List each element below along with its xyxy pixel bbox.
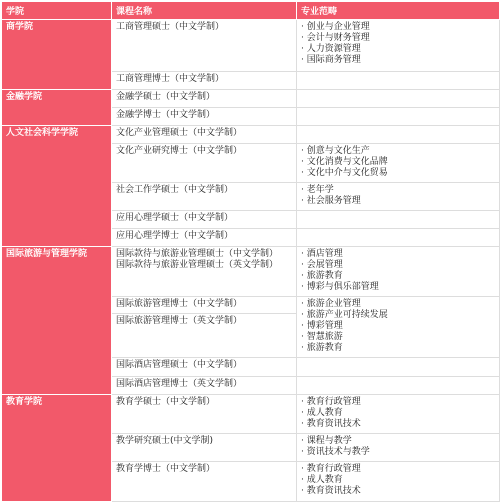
course-cell (112, 72, 297, 90)
course-name: 国际款待与旅游业管理硕士（英文学制） (116, 260, 279, 270)
course-name: 教学研究硕士(中文学制) (116, 436, 214, 446)
course-name: 金融学博士（中文学制） (116, 110, 216, 120)
field-cell (297, 72, 500, 90)
field-cell (297, 395, 500, 434)
table-body (2, 20, 500, 502)
college-name: 人文社会科学学院 (2, 126, 112, 247)
field-item: · 成人教育 (301, 408, 495, 419)
course-name: 国际酒店管理硕士（中文学制） (116, 360, 243, 370)
field-item: · 教育行政管理 (301, 397, 495, 408)
field-cell (297, 126, 500, 144)
field-item: · 会展管理 (301, 260, 495, 271)
field-item: · 旅游产业可持续发展 (301, 310, 495, 321)
table-row (2, 247, 500, 297)
course-name: 文化产业研究博士（中文学制） (116, 146, 243, 156)
field-list (301, 249, 495, 293)
field-list (301, 464, 495, 497)
field-item: · 教育行政管理 (301, 464, 495, 475)
field-cell (297, 462, 500, 502)
course-name: 文化产业管理硕士（中文学制） (116, 128, 243, 138)
field-list (301, 299, 495, 354)
course-cell (112, 211, 297, 229)
field-item: · 文化消费与文化品牌 (301, 157, 495, 168)
table-row (2, 20, 500, 72)
course-cell (112, 358, 297, 377)
course-name: 教育学博士（中文学制） (116, 464, 216, 474)
field-cell (297, 183, 500, 211)
field-cell (297, 108, 500, 126)
field-cell (297, 20, 500, 72)
course-cell (112, 377, 297, 395)
course-name: 金融学硕士（中文学制） (116, 92, 216, 102)
field-item: · 旅游教育 (301, 271, 495, 282)
field-list (301, 185, 495, 207)
field-item: · 智慧旅游 (301, 332, 495, 343)
field-item: · 教育资讯技术 (301, 486, 495, 497)
field-item: · 创意与文化生产 (301, 146, 495, 157)
course-cell (112, 126, 297, 144)
college-name: 金融学院 (2, 90, 112, 126)
course-name: 工商管理硕士（中文学制） (116, 22, 225, 32)
field-list (301, 146, 495, 179)
field-cell (297, 434, 500, 462)
field-cell (297, 90, 500, 108)
course-name: 应用心理学博士（中文学制） (116, 231, 234, 241)
course-cell (112, 183, 297, 211)
course-name: 国际旅游管理博士（英文学制） (116, 316, 243, 326)
field-list (301, 22, 495, 66)
course-name: 国际酒店管理博士（英文学制） (116, 379, 243, 389)
course-cell (112, 297, 297, 314)
course-cell (112, 20, 297, 72)
field-cell (297, 144, 500, 183)
table-row (2, 90, 500, 108)
course-cell (112, 314, 297, 358)
course-name: 应用心理学硕士（中文学制） (116, 213, 234, 223)
field-list (301, 397, 495, 430)
course-cell (112, 108, 297, 126)
course-cell (112, 462, 297, 502)
field-item: · 人力资源管理 (301, 44, 495, 55)
field-item: · 会计与财务管理 (301, 33, 495, 44)
course-name: 国际旅游管理博士（中文学制） (116, 299, 243, 309)
field-cell (297, 211, 500, 229)
field-item: · 旅游教育 (301, 343, 495, 354)
field-item: · 社会服务管理 (301, 196, 495, 207)
field-item: · 旅游企业管理 (301, 299, 495, 310)
page (0, 1, 500, 503)
program-table (1, 1, 500, 502)
field-item: · 文化中介与文化贸易 (301, 168, 495, 179)
course-cell (112, 395, 297, 434)
header-college: 学院 (2, 2, 112, 20)
field-item: · 国际商务管理 (301, 55, 495, 66)
field-cell (297, 377, 500, 395)
field-list (301, 436, 495, 458)
field-cell (297, 229, 500, 247)
header-course: 课程名称 (112, 2, 297, 20)
field-cell (297, 358, 500, 377)
course-name: 社会工作学硕士（中文学制） (116, 185, 234, 195)
course-name: 国际款待与旅游业管理硕士（中文学制） (116, 249, 279, 259)
field-item: · 博彩与俱乐部管理 (301, 282, 495, 293)
field-cell (297, 297, 500, 358)
field-item: · 老年学 (301, 185, 495, 196)
college-name: 国际旅游与管理学院 (2, 247, 112, 395)
field-item: · 博彩管理 (301, 321, 495, 332)
field-item: · 成人教育 (301, 475, 495, 486)
course-cell (112, 144, 297, 183)
course-cell (112, 90, 297, 108)
course-cell (112, 229, 297, 247)
header-field: 专业范畴 (297, 2, 500, 20)
college-name: 商学院 (2, 20, 112, 90)
field-item: · 酒店管理 (301, 249, 495, 260)
table-row (2, 395, 500, 434)
course-name: 工商管理博士（中文学制） (116, 74, 225, 84)
college-name: 教育学院 (2, 395, 112, 502)
course-cell (112, 434, 297, 462)
field-item: · 教育资讯技术 (301, 419, 495, 430)
header-row (2, 2, 500, 20)
field-cell (297, 247, 500, 297)
field-item: · 创业与企业管理 (301, 22, 495, 33)
field-item: · 课程与教学 (301, 436, 495, 447)
table-row (2, 126, 500, 144)
course-cell (112, 247, 297, 297)
field-item: · 资讯技术与教学 (301, 447, 495, 458)
course-name: 教育学硕士（中文学制） (116, 397, 216, 407)
